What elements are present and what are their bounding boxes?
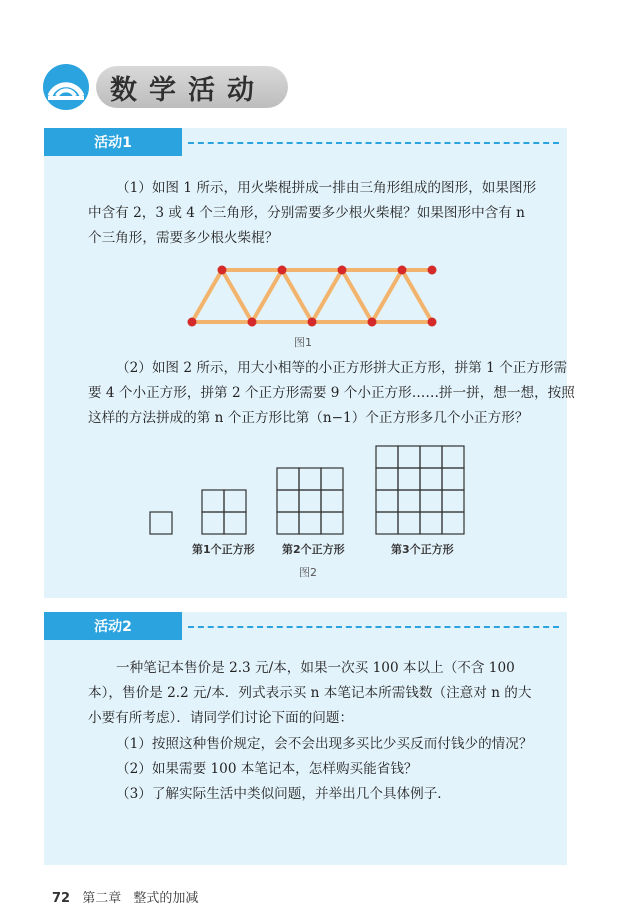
match-head [308, 318, 317, 327]
activity1-question2 [88, 356, 588, 431]
small-square [224, 512, 246, 534]
match-head [428, 318, 437, 327]
small-square [420, 490, 442, 512]
activity2-questions [116, 732, 586, 807]
activity2-intro [88, 656, 588, 731]
matchstick [192, 270, 222, 322]
compass-arc-icon [42, 63, 90, 111]
page-title: 数学活动 [96, 66, 288, 108]
small-square [277, 490, 299, 512]
small-square [321, 512, 343, 534]
page-footer [52, 887, 198, 906]
chapter-title: 整式的加减 [133, 891, 199, 906]
question-line: 要 4 个小正方形，拼第 2 个正方形需要 9 个小正方形……拼一拼，想一想，按照 [88, 385, 575, 401]
small-square [376, 490, 398, 512]
small-square [202, 490, 224, 512]
question-item: （1）按照这种售价规定，会不会出现多买比少买反而付钱少的情况？ [116, 736, 533, 752]
activity2-tab: 活动2 [44, 612, 182, 640]
small-square [299, 512, 321, 534]
matchstick [222, 270, 252, 322]
match-head [398, 266, 407, 275]
activity1-tab-row [44, 128, 567, 156]
match-head [278, 266, 287, 275]
question-line: 个三角形，需要多少根火柴棍？ [88, 230, 279, 246]
activity1-tab: 活动1 [44, 128, 182, 156]
match-head [338, 266, 347, 275]
small-square [277, 468, 299, 490]
small-square [442, 490, 464, 512]
small-square [376, 512, 398, 534]
small-square [442, 468, 464, 490]
small-square [299, 490, 321, 512]
small-square [202, 512, 224, 534]
square-grid-3x3 [277, 468, 343, 534]
page-number: 72 [52, 891, 71, 906]
question-line: （2）如图 2 所示，用大小相等的小正方形拼大正方形，拼第 1 个正方形需 [116, 360, 568, 376]
small-square [376, 468, 398, 490]
small-square [277, 512, 299, 534]
matchstick [402, 270, 432, 322]
matchstick [342, 270, 372, 322]
question-line: （1）如图 1 所示，用火柴棍拼成一排由三角形组成的图形，如果图形 [116, 180, 537, 196]
dashed-divider [188, 626, 559, 628]
match-head [248, 318, 257, 327]
small-square [420, 446, 442, 468]
small-square [420, 468, 442, 490]
activity2-panel [44, 612, 567, 865]
question-item: （3）了解实际生活中类似问题，并举出几个具体例子． [116, 786, 451, 802]
intro-line: 一种笔记本售价是 2.3 元/本，如果一次买 100 本以上（不含 100 [116, 660, 515, 676]
question-line: 中含有 2，3 或 4 个三角形，分别需要多少根火柴棍？如果图形中含有 n [88, 205, 525, 221]
small-square [442, 512, 464, 534]
match-head [428, 266, 437, 275]
match-head [218, 266, 227, 275]
chapter-number: 第二章 [82, 891, 122, 906]
small-square [398, 446, 420, 468]
small-square [299, 468, 321, 490]
matchstick-triangles-figure [164, 262, 454, 332]
activity1-question1 [88, 176, 588, 251]
matchstick [252, 270, 282, 322]
small-square [398, 512, 420, 534]
matchstick [312, 270, 342, 322]
small-square [398, 490, 420, 512]
small-square [420, 512, 442, 534]
figure2-caption: 图2 [299, 566, 317, 579]
small-square [398, 468, 420, 490]
square-grids-figure [144, 438, 474, 538]
match-head [368, 318, 377, 327]
question-item: （2）如果需要 100 本笔记本，怎样购买能省钱？ [116, 761, 418, 777]
match-head [188, 318, 197, 327]
dashed-divider [188, 142, 559, 144]
intro-line: 小要有所考虑）．请同学们讨论下面的问题： [88, 710, 354, 726]
matchstick [372, 270, 402, 322]
small-square [376, 446, 398, 468]
small-square [321, 468, 343, 490]
matchstick [282, 270, 312, 322]
square-grid-1x1 [150, 512, 172, 534]
square-grid-2x2 [202, 490, 246, 534]
square-label-2: 第2个正方形 [282, 543, 345, 556]
square-label-1: 第1个正方形 [192, 543, 255, 556]
figure1-caption: 图1 [294, 336, 312, 349]
activity2-tab-row [44, 612, 567, 640]
question-line: 这样的方法拼成的第 n 个正方形比第（n−1）个正方形多几个小正方形？ [88, 410, 529, 426]
small-square [442, 446, 464, 468]
intro-line: 本），售价是 2.2 元/本．列式表示买 n 本笔记本所需钱数（注意对 n 的大 [88, 685, 532, 701]
square-grid-4x4 [376, 446, 464, 534]
small-square [321, 490, 343, 512]
activity1-panel [44, 128, 575, 598]
small-square [150, 512, 172, 534]
square-label-3: 第3个正方形 [391, 543, 454, 556]
page-header [42, 64, 288, 110]
small-square [224, 490, 246, 512]
